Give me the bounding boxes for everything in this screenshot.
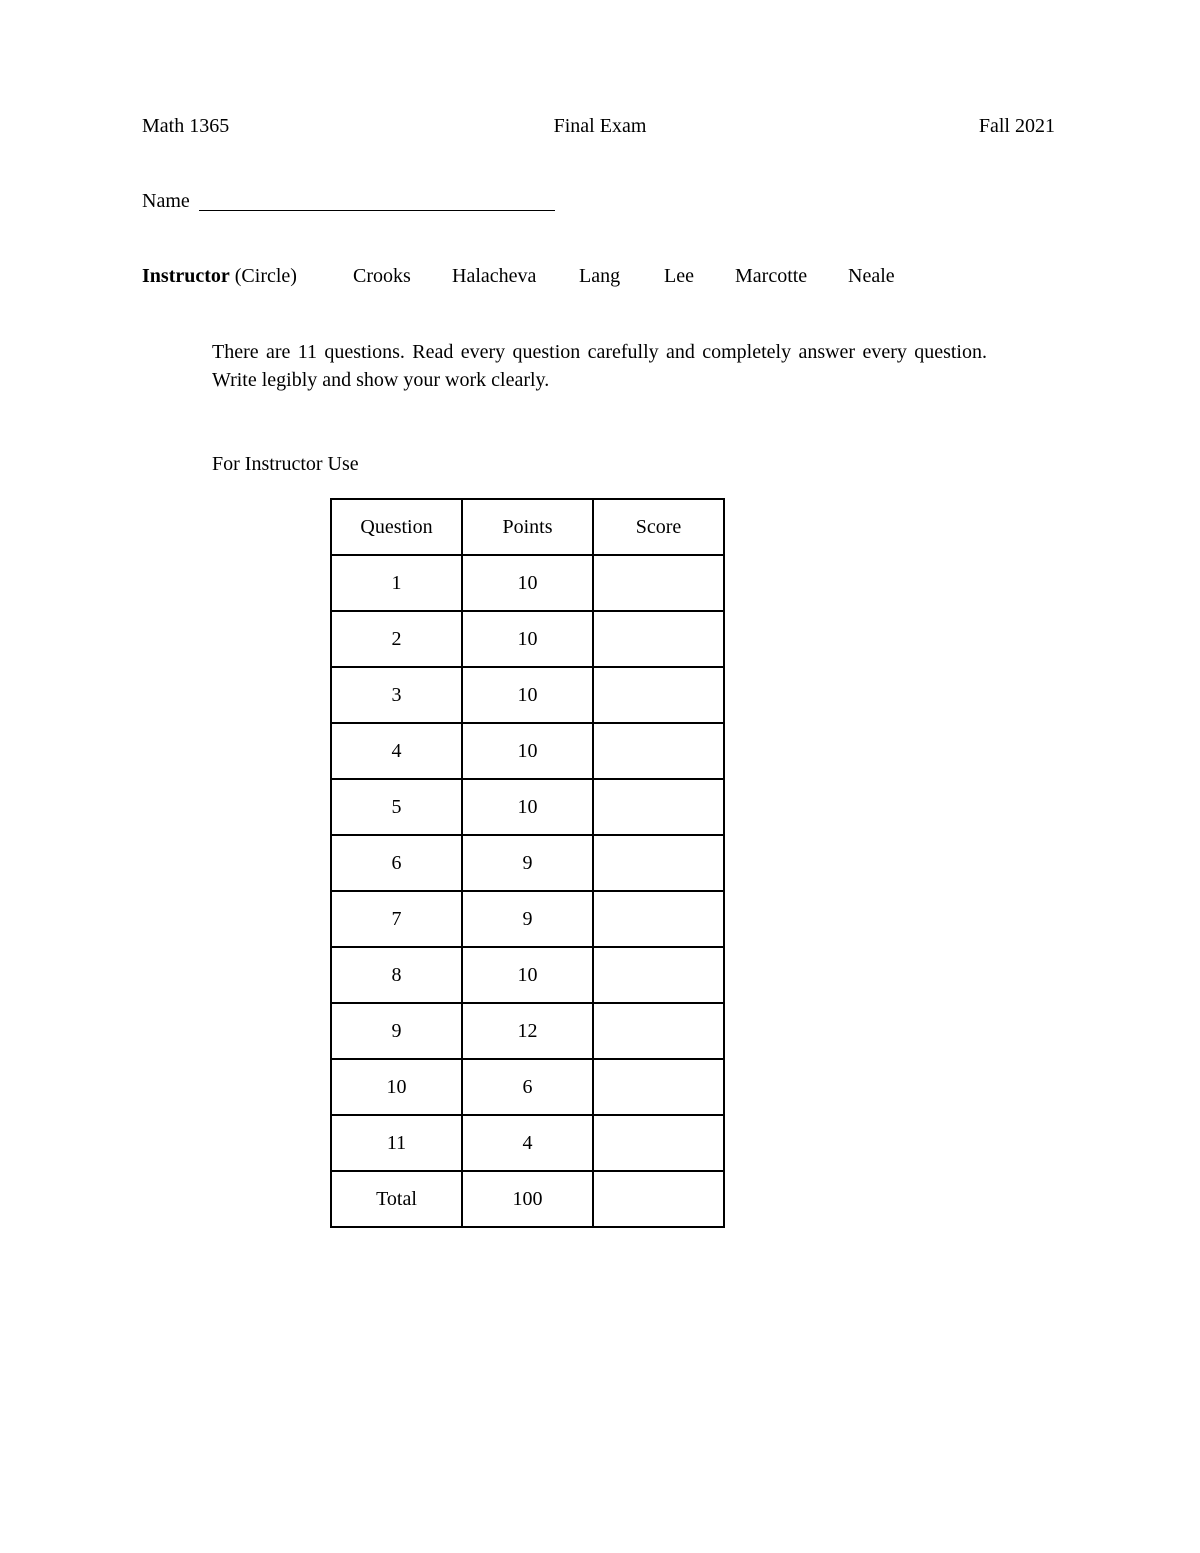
points-cell: 10 [462,611,593,667]
points-cell: 4 [462,1115,593,1171]
instructor-row [142,264,1042,288]
question-cell: 4 [331,723,462,779]
points-cell: 9 [462,835,593,891]
points-cell: 10 [462,667,593,723]
points-cell: 6 [462,1059,593,1115]
question-cell: 3 [331,667,462,723]
table-row [331,891,724,947]
points-cell: 9 [462,891,593,947]
score-cell[interactable] [593,555,724,611]
points-cell: 10 [462,723,593,779]
score-table [330,498,725,1228]
instructions-paragraph: There are 11 questions. Read every question carefully and completely answer every question. Write legibly and show your work clearly. [212,341,987,391]
table-row [331,1115,724,1171]
instructor-option-lang[interactable]: Lang [579,265,621,287]
header-points: Points [462,499,593,555]
name-blank-line[interactable] [199,210,555,211]
question-cell: 5 [331,779,462,835]
header-question: Question [331,499,462,555]
points-cell: 12 [462,1003,593,1059]
score-cell[interactable] [593,723,724,779]
question-cell: Total [331,1171,462,1227]
course-title: Math 1365 [142,115,230,137]
instructor-note: (Circle) [234,265,297,287]
table-row [331,779,724,835]
score-cell[interactable] [593,891,724,947]
score-cell[interactable] [593,667,724,723]
question-cell: 2 [331,611,462,667]
instructor-option-halacheva[interactable]: Halacheva [452,265,537,287]
instructor-option-lee[interactable]: Lee [664,265,694,287]
instructor-option-crooks[interactable]: Crooks [353,265,411,287]
score-cell[interactable] [593,1003,724,1059]
instructor-option-neale[interactable]: Neale [848,265,895,287]
points-cell: 10 [462,555,593,611]
question-cell: 11 [331,1115,462,1171]
points-cell: 10 [462,779,593,835]
instructor-option-marcotte[interactable]: Marcotte [735,265,808,287]
table-row [331,667,724,723]
table-row [331,1003,724,1059]
table-total-row [331,1171,724,1227]
score-cell[interactable] [593,947,724,1003]
table-row [331,1059,724,1115]
score-cell[interactable] [593,779,724,835]
question-cell: 6 [331,835,462,891]
question-cell: 9 [331,1003,462,1059]
question-cell: 8 [331,947,462,1003]
score-cell[interactable] [593,1171,724,1227]
table-row [331,835,724,891]
question-cell: 7 [331,891,462,947]
exam-title: Final Exam [553,115,647,137]
name-label: Name [142,190,190,212]
score-cell[interactable] [593,835,724,891]
for-instructor-use-label: For Instructor Use [212,453,359,475]
table-row [331,555,724,611]
instructor-label: Instructor [142,265,230,287]
exam-term: Fall 2021 [978,115,1055,137]
points-cell: 10 [462,947,593,1003]
question-cell: 1 [331,555,462,611]
table-row [331,723,724,779]
table-row [331,611,724,667]
points-cell: 100 [462,1171,593,1227]
table-row [331,947,724,1003]
score-cell[interactable] [593,1115,724,1171]
table-header-row [331,499,724,555]
header-score: Score [593,499,724,555]
score-cell[interactable] [593,1059,724,1115]
question-cell: 10 [331,1059,462,1115]
score-cell[interactable] [593,611,724,667]
